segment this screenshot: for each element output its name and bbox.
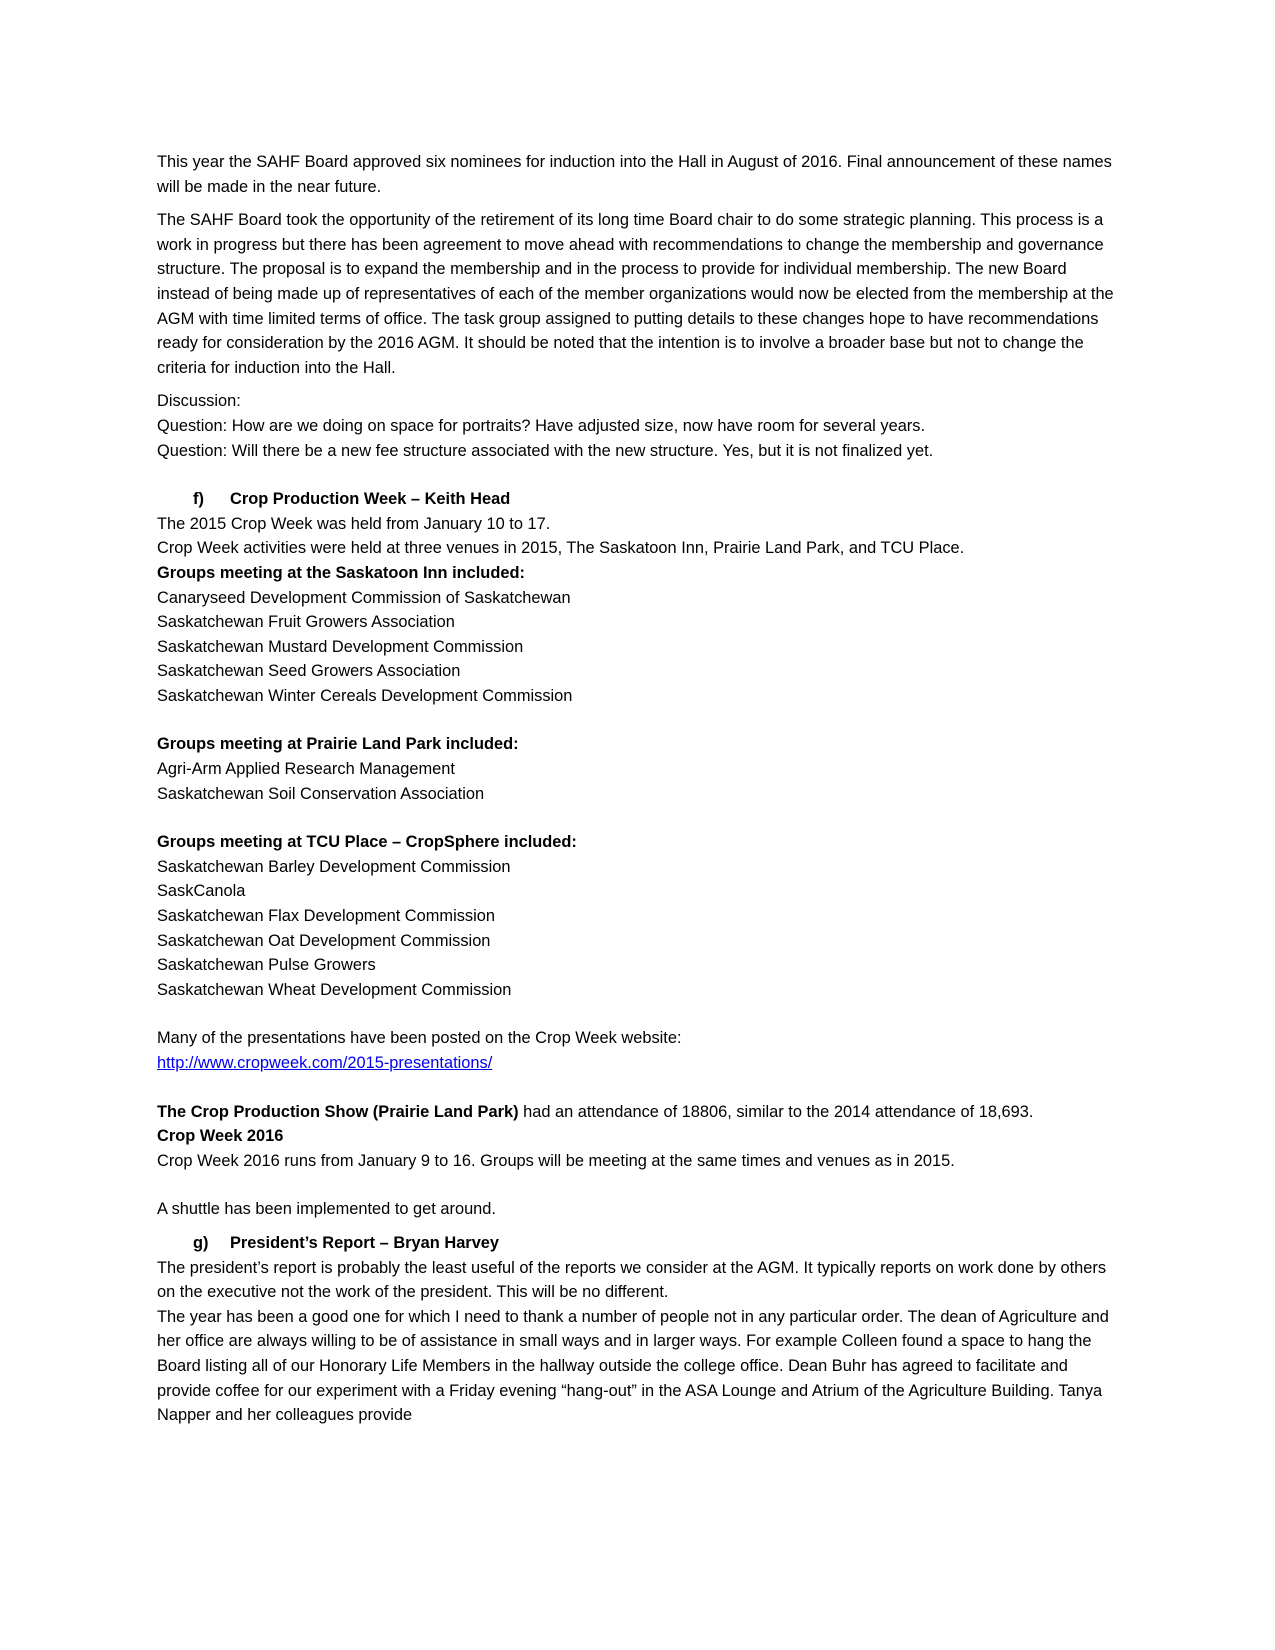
group-list-item: Saskatchewan Fruit Growers Association	[157, 613, 455, 632]
group-list-item: Saskatchewan Flax Development Commission	[157, 907, 495, 926]
shuttle-text: A shuttle has been implemented to get around.	[157, 1200, 496, 1219]
crop-week-2016-title: Crop Week 2016	[157, 1127, 284, 1146]
discussion-question-1: Question: How are we doing on space for portraits? Have adjusted size, now have room for several years.	[157, 416, 926, 435]
section-g-number: g)	[193, 1233, 209, 1252]
president-report-paragraph-2: The year has been a good one for which I need to thank a number of people not in any particular order. The dean of Agriculture and her office are always willing to be of assistance in small ways and in larger ways. For example Colleen found a space to hang the Board listing all of our Honorary Life Members in the hallway outside the college office. Dean Buhr has agreed to facilitate and provide coffee for our experiment with a Friday evening “hang-out” in the ASA Lounge and Atrium of the Agriculture Building. Tanya Napper and her colleagues provide	[157, 1307, 1109, 1425]
crop-production-show-paragraph	[157, 1100, 1117, 1125]
group-prairie-land-park-title: Groups meeting at Prairie Land Park included:	[157, 735, 519, 754]
president-report-paragraph-1: The president’s report is probably the least useful of the reports we consider at the AGM. It typically reports on work done by others on the executive not the work of the president. This will be no different.	[157, 1258, 1107, 1302]
sahf-nominees-paragraph: This year the SAHF Board approved six nominees for induction into the Hall in August of 2016. Final announcement of these names will be made in the near future.	[157, 153, 1112, 196]
group-list-item: Canaryseed Development Commission of Saskatchewan	[157, 588, 571, 607]
section-f-heading	[157, 487, 1117, 512]
presentations-link[interactable]: http://www.cropweek.com/2015-presentations/	[157, 1054, 493, 1072]
group-list-item: Saskatchewan Winter Cereals Development Commission	[157, 686, 573, 705]
group-list-item: Saskatchewan Oat Development Commission	[157, 931, 491, 950]
crop-week-venues: Crop Week activities were held at three venues in 2015, The Saskatoon Inn, Prairie Land Park, and TCU Place.	[157, 539, 965, 558]
crop-week-2016-text: Crop Week 2016 runs from January 9 to 16. Groups will be meeting at the same times and venues as in 2015.	[157, 1151, 955, 1170]
section-f-number: f)	[193, 490, 204, 509]
group-list-item: Agri-Arm Applied Research Management	[157, 760, 455, 779]
crop-production-show-label: The Crop Production Show (Prairie Land Park)	[157, 1102, 519, 1121]
group-list-item: SaskCanola	[157, 882, 246, 901]
group-list-item: Saskatchewan Barley Development Commission	[157, 857, 511, 876]
group-list-item: Saskatchewan Pulse Growers	[157, 956, 376, 975]
crop-week-dates: The 2015 Crop Week was held from January 10 to 17.	[157, 514, 551, 533]
group-list-item: Saskatchewan Wheat Development Commission	[157, 980, 512, 999]
group-tcu-place-title: Groups meeting at TCU Place – CropSphere included:	[157, 833, 577, 852]
group-list-item: Saskatchewan Soil Conservation Association	[157, 784, 485, 803]
group-list-item: Saskatchewan Seed Growers Association	[157, 662, 461, 681]
section-g-heading	[157, 1231, 1117, 1256]
discussion-question-2: Question: Will there be a new fee structure associated with the new structure. Yes, but it is not finalized yet.	[157, 441, 934, 460]
discussion-label: Discussion:	[157, 392, 241, 411]
sahf-strategic-planning-paragraph: The SAHF Board took the opportunity of the retirement of its long time Board chair to do some strategic planning. This process is a work in progress but there has been agreement to move ahead with recommendations to change the membership and governance structure. The proposal is to expand the membership and in the process to provide for individual membership. The new Board instead of being made up of representatives of each of the member organizations would now be elected from the membership at the AGM with time limited terms of office. The task group assigned to putting details to these changes hope to have recommendations ready for consideration by the 2016 AGM. It should be noted that the intention is to involve a broader base but not to change the criteria for induction into the Hall.	[157, 211, 1114, 377]
group-list-item: Saskatchewan Mustard Development Commission	[157, 637, 524, 656]
document-page	[157, 150, 1117, 1428]
section-f-title: Crop Production Week – Keith Head	[230, 490, 511, 509]
presentations-text: Many of the presentations have been posted on the Crop Week website:	[157, 1029, 682, 1048]
section-g-title: President’s Report – Bryan Harvey	[230, 1233, 500, 1252]
group-saskatoon-inn-title: Groups meeting at the Saskatoon Inn included:	[157, 563, 525, 582]
crop-production-show-text: had an attendance of 18806, similar to the 2014 attendance of 18,693.	[518, 1102, 1034, 1121]
